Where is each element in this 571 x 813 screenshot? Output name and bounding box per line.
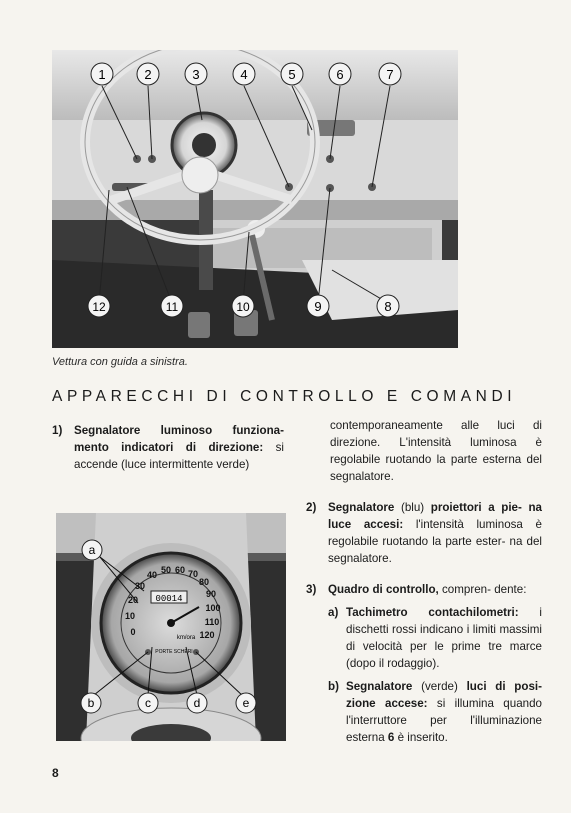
callout-4 <box>233 63 255 85</box>
callout-11 <box>161 295 183 317</box>
item-2 <box>306 499 542 567</box>
subitem-letter: b) <box>328 680 339 693</box>
item-1-continuation: contemporaneamente alle luci di direzione. L'intensità luminosa è regolabile ruotando la parte esterna del segnalatore. <box>330 419 542 483</box>
dashboard-illustration <box>52 50 458 348</box>
subitem-b <box>328 678 542 746</box>
subitem-text: i dischetti rossi indicano i limiti massimi di velocità per le prime tre marce (dopo il rodaggio). <box>346 606 542 670</box>
dial-number: 70 <box>187 569 199 579</box>
svg-text:d: d <box>193 696 201 710</box>
odometer: 00014 <box>155 594 183 604</box>
callout-e <box>236 693 256 713</box>
callout-b <box>81 693 101 713</box>
svg-text:b: b <box>87 696 95 710</box>
subitem-text: si illumina quando l'interruttore per l'illuminazione esterna <box>346 697 542 744</box>
dashboard-photo <box>52 50 458 348</box>
subitem-a <box>328 604 542 672</box>
item-text: si accende (luce intermittente verde) <box>74 441 284 471</box>
dial-number: 50 <box>160 565 172 575</box>
dial-text: PORTE SCHERI <box>155 649 193 655</box>
svg-text:a: a <box>88 543 96 557</box>
svg-text:2: 2 <box>144 67 152 82</box>
svg-text:11: 11 <box>165 300 179 314</box>
callout-1 <box>91 63 113 85</box>
item-text: (blu) <box>394 501 431 514</box>
callout-a <box>82 540 102 560</box>
item-number: 2) <box>306 501 317 514</box>
svg-text:1: 1 <box>98 67 106 82</box>
subitem-heading: Segnalatore <box>346 680 413 693</box>
page-number: 8 <box>52 766 59 780</box>
subitem-text: (verde) <box>412 680 467 693</box>
callout-8 <box>377 295 399 317</box>
item-heading: proiettori a pie- na luce accesi: <box>328 501 542 531</box>
dial-number: 30 <box>134 581 146 591</box>
svg-text:7: 7 <box>386 67 394 82</box>
item-number: 1) <box>52 424 63 437</box>
svg-text:e: e <box>242 696 250 710</box>
dial-number: 90 <box>205 589 217 599</box>
svg-text:c: c <box>145 696 151 710</box>
photo-caption: Vettura con guida a sinistra. <box>52 356 188 368</box>
dial-number: 20 <box>127 595 139 605</box>
callout-9 <box>307 295 329 317</box>
dial-number: 10 <box>124 611 136 621</box>
dial-number: 80 <box>198 577 210 587</box>
dial-number: 110 <box>204 617 220 627</box>
subitem-letter: a) <box>328 606 339 619</box>
callout-3 <box>185 63 207 85</box>
callout-5 <box>281 63 303 85</box>
item-heading: Segnalatore <box>328 501 395 514</box>
dial-number: 0 <box>130 627 136 637</box>
left-column <box>52 422 284 473</box>
subitem-text: è inserito. <box>394 731 448 744</box>
callout-d <box>187 693 207 713</box>
svg-text:10: 10 <box>236 300 250 314</box>
subitem-reference: 6 <box>387 731 395 744</box>
svg-text:4: 4 <box>240 67 248 82</box>
callout-c <box>138 693 158 713</box>
callout-12 <box>88 295 110 317</box>
item-heading: Quadro di controllo, <box>328 583 439 596</box>
callout-6 <box>329 63 351 85</box>
item-3 <box>306 581 542 746</box>
section-title: APPARECCHI DI CONTROLLO E COMANDI <box>52 388 517 405</box>
dial-number: 100 <box>205 603 221 613</box>
dial-number: 60 <box>174 565 186 575</box>
dial-unit: km/ora <box>176 635 196 641</box>
subitem-heading: Tachimetro contachilometri: <box>346 606 519 619</box>
item-heading: Segnalatore luminoso funziona- mento indicatori di direzione: <box>74 424 284 454</box>
item-number: 3) <box>306 583 317 596</box>
callout-2 <box>137 63 159 85</box>
dial-number: 40 <box>146 570 158 580</box>
instrument-cluster-photo <box>56 513 286 741</box>
svg-text:3: 3 <box>192 67 200 82</box>
callout-10 <box>232 295 254 317</box>
item-text: compren- dente: <box>438 583 527 596</box>
right-column <box>306 417 542 746</box>
svg-text:5: 5 <box>288 67 296 82</box>
svg-text:6: 6 <box>336 67 344 82</box>
item-1 <box>52 422 284 473</box>
svg-text:12: 12 <box>92 300 106 314</box>
svg-text:9: 9 <box>314 299 322 314</box>
svg-text:8: 8 <box>384 299 392 314</box>
instrument-cluster-illustration <box>56 513 286 741</box>
subitem-heading: luci di posi- zione accese: <box>346 680 542 710</box>
callout-7 <box>379 63 401 85</box>
dial-number: 120 <box>199 630 215 640</box>
item-text: l'intensità luminosa è regolabile ruotando la parte ester- na del segnalatore. <box>328 518 542 565</box>
